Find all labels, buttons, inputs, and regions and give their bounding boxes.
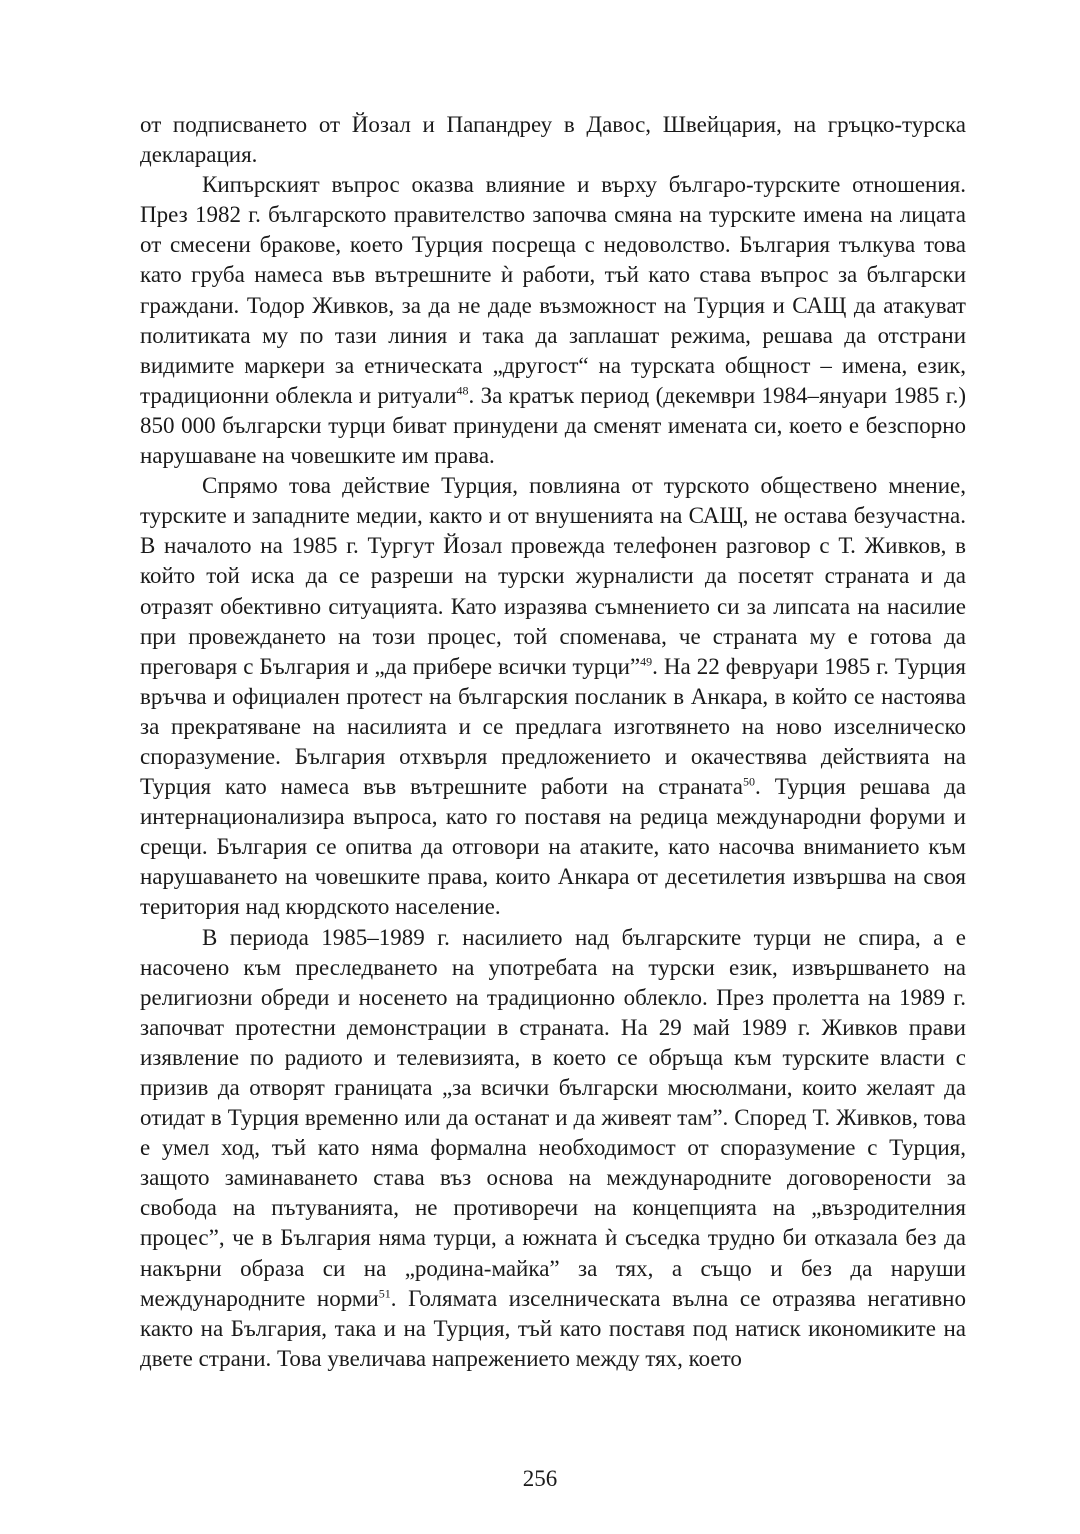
text-segment: Спрямо това действие Турция, повлияна от турското обществено мнение, турските и западните медии, както и от внушенията на САЩ, не остава безучастна. В началото на 1985 г. Тургут Йозал провежда телефонен разговор с Т. Живков, в който той иска да се разреши на турски журналисти да посетят страната и да отразят обективно ситуацията. Като изразява съмнението си за липсата на насилие при провеждането на този процес, той споменава, че страната му е готова да преговаря с България и „да прибере всички турци” [140, 473, 966, 679]
text-segment: . Турция решава да интернационализира въпроса, като го поставя на редица международни форуми и срещи. България се опитва да отговори на атаките, като насочва вниманието към нарушаването на човешките права, които Анкара от десетилетия извършва на своя територия над кюрдското население. [140, 774, 966, 920]
text-segment: . Голямата изселническата вълна се отразява негативно както на България, така и на Турция, тъй като поставя под натиск икономиките на двете страни. Това увеличава напрежението между тях, което [140, 1285, 966, 1371]
page-number: 256 [522, 1466, 558, 1491]
footnote-ref: 48 [456, 383, 469, 398]
page-body [140, 110, 966, 1374]
text-segment: В периода 1985–1989 г. насилието над българските турци не спира, а е насочено към преследването на употребата на турски език, извършването на религиозни обреди и носенето на традиционно облекло. През пролетта на 1989 г. започват протестни демонстрации в страната. На 29 май 1989 г. Живков прави изявление по радиото и телевизията, в което се обръща към турските власти с призив да отворят границата „за всички български мюсюлмани, които желаят да отидат в Турция временно или да останат и да живеят там”. Според Т. Живков, това е умел ход, тъй като няма формална необходимост от споразумение с Турция, защото заминаването става въз основа на международните договорености за свобода на пътуванията, не противоречи на концепцията на „възродителния процес”, че в България няма турци, а южната ѝ съседка трудно би отказала без да накърни образа си на „родина-майка” за тях, а също и без да наруши международните норми [140, 924, 966, 1311]
text-segment: . За кратък период (декември 1984–януари 1985 г.) 850 000 български турци биват принудени да сменят имената си, което е безспорно нарушаване на човешките им права. [140, 382, 966, 469]
footnote-ref: 51 [378, 1286, 391, 1300]
paragraph-2 [140, 170, 966, 471]
paragraph-4 [140, 923, 966, 1374]
text-segment: . На 22 февруари 1985 г. Турция връчва и официален протест на българския посланик в Анкара, в който се настоява за прекратяване на насилията и се предлага изготвянето на ново изселническо споразумение. България отхвърля предложението и окачествява действията на Турция като намеса във вътрешните работи на страната [140, 653, 967, 800]
footnote-ref: 50 [743, 774, 755, 789]
paragraph-3 [140, 471, 966, 922]
footnote-ref: 49 [640, 654, 653, 669]
text-segment: Кипърският въпрос оказва влияние и върху българо-турските отношения. През 1982 г. българското правителство започва смяна на турските имена на лицата от смесени бракове, което Турция посреща с недоволство. България тълкува това като груба намеса във вътрешните ѝ работи, тъй като става въпрос за български граждани. Тодор Живков, за да не даде възможност на Турция и САЩ да атакуват политиката му по тази линия и така да заплашат режима, решава да отстрани видимите маркери за етническата „другост“ на турската общност – имена, език, традиционни облекла и ритуали [140, 172, 966, 408]
text-segment: от подписването от Йозал и Папандреу в Давос, Швейцария, на гръцко-турска декларация. [140, 112, 966, 168]
paragraph-1 [140, 110, 966, 170]
